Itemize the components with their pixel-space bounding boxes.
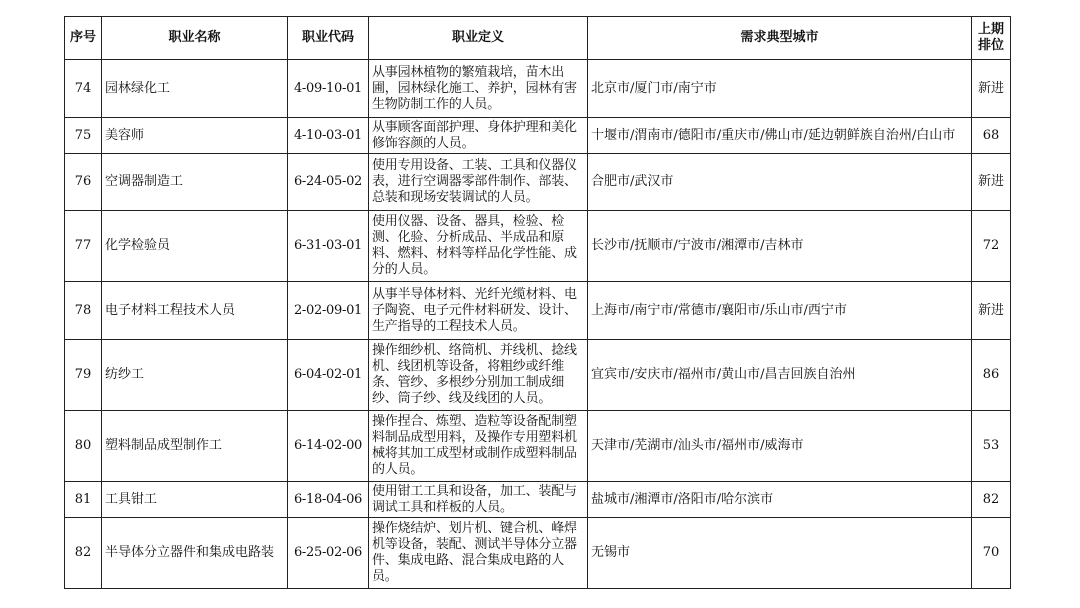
cell-rank: 新进 — [972, 282, 1011, 340]
cell-rank: 新进 — [972, 154, 1011, 211]
table-row — [65, 518, 1011, 589]
cell-no: 77 — [65, 211, 102, 282]
header-definition: 职业定义 — [369, 17, 588, 60]
cell-name: 电子材料工程技术人员 — [102, 282, 288, 340]
cell-cities: 天津市/芜湖市/汕头市/福州市/威海市 — [588, 411, 972, 482]
cell-no: 81 — [65, 482, 102, 518]
cell-definition: 使用钳工工具和设备，加工、装配与调试工具和样板的人员。 — [369, 482, 588, 518]
cell-name: 半导体分立器件和集成电路装 — [102, 518, 288, 589]
cell-rank: 72 — [972, 211, 1011, 282]
cell-code: 2-02-09-01 — [288, 282, 369, 340]
cell-rank: 86 — [972, 340, 1011, 411]
cell-name: 塑料制品成型制作工 — [102, 411, 288, 482]
cell-no: 80 — [65, 411, 102, 482]
cell-name: 工具钳工 — [102, 482, 288, 518]
cell-cities: 十堰市/渭南市/德阳市/重庆市/佛山市/延边朝鲜族自治州/白山市 — [588, 118, 972, 154]
cell-code: 6-24-05-02 — [288, 154, 369, 211]
table-row — [65, 340, 1011, 411]
table-row — [65, 282, 1011, 340]
cell-code: 6-04-02-01 — [288, 340, 369, 411]
header-rank-line1: 上期 — [977, 22, 1004, 37]
cell-rank: 新进 — [972, 60, 1011, 118]
table-row — [65, 154, 1011, 211]
cell-definition: 从事园林植物的繁殖栽培，苗木出圃，园林绿化施工、养护，园林有害生物防制工作的人员。 — [369, 60, 588, 118]
cell-name: 化学检验员 — [102, 211, 288, 282]
cell-definition: 操作细纱机、络筒机、并线机、捻线机、线团机等设备，将粗纱或纤维条、管纱、多根纱分别加工制成细纱、筒子纱、线及线团的人员。 — [369, 340, 588, 411]
cell-no: 79 — [65, 340, 102, 411]
header-rank — [972, 17, 1011, 60]
header-code: 职业代码 — [288, 17, 369, 60]
table-row — [65, 60, 1011, 118]
table-row — [65, 482, 1011, 518]
cell-cities: 合肥市/武汉市 — [588, 154, 972, 211]
header-no: 序号 — [65, 17, 102, 60]
table-row — [65, 118, 1011, 154]
cell-cities: 无锡市 — [588, 518, 972, 589]
cell-name: 园林绿化工 — [102, 60, 288, 118]
cell-rank: 70 — [972, 518, 1011, 589]
cell-no: 82 — [65, 518, 102, 589]
cell-name: 空调器制造工 — [102, 154, 288, 211]
cell-name: 美容师 — [102, 118, 288, 154]
cell-cities: 盐城市/湘潭市/洛阳市/哈尔滨市 — [588, 482, 972, 518]
cell-rank: 53 — [972, 411, 1011, 482]
cell-no: 75 — [65, 118, 102, 154]
cell-definition: 使用专用设备、工装、工具和仪器仪表，进行空调器零部件制作、部装、总装和现场安装调试的人员。 — [369, 154, 588, 211]
table-body — [65, 60, 1011, 589]
header-cities: 需求典型城市 — [588, 17, 972, 60]
occupation-table — [64, 16, 1011, 589]
header-rank-line2: 排位 — [977, 38, 1004, 53]
cell-definition: 从事顾客面部护理、身体护理和美化修饰容颜的人员。 — [369, 118, 588, 154]
cell-code: 6-14-02-00 — [288, 411, 369, 482]
cell-rank: 82 — [972, 482, 1011, 518]
cell-name: 纺纱工 — [102, 340, 288, 411]
table-row — [65, 411, 1011, 482]
cell-definition: 操作捏合、炼塑、造粒等设备配制塑料制品成型用料，及操作专用塑料机械将其加工成型材或制作成塑料制品的人员。 — [369, 411, 588, 482]
cell-definition: 使用仪器、设备、器具，检验、检测、化验、分析成品、半成品和原料、燃料、材料等样品化学性能、成分的人员。 — [369, 211, 588, 282]
cell-no: 78 — [65, 282, 102, 340]
table-header — [65, 17, 1011, 60]
cell-code: 6-18-04-06 — [288, 482, 369, 518]
cell-cities: 宜宾市/安庆市/福州市/黄山市/昌吉回族自治州 — [588, 340, 972, 411]
cell-no: 76 — [65, 154, 102, 211]
cell-code: 6-31-03-01 — [288, 211, 369, 282]
cell-cities: 北京市/厦门市/南宁市 — [588, 60, 972, 118]
cell-code: 6-25-02-06 — [288, 518, 369, 589]
cell-cities: 上海市/南宁市/常德市/襄阳市/乐山市/西宁市 — [588, 282, 972, 340]
cell-definition: 操作烧结炉、划片机、键合机、峰焊机等设备，装配、测试半导体分立器件、集成电路、混合集成电路的人员。 — [369, 518, 588, 589]
cell-code: 4-09-10-01 — [288, 60, 369, 118]
header-name: 职业名称 — [102, 17, 288, 60]
cell-rank: 68 — [972, 118, 1011, 154]
cell-code: 4-10-03-01 — [288, 118, 369, 154]
cell-cities: 长沙市/抚顺市/宁波市/湘潭市/吉林市 — [588, 211, 972, 282]
header-row — [65, 17, 1011, 60]
table-row — [65, 211, 1011, 282]
cell-definition: 从事半导体材料、光纤光缆材料、电子陶瓷、电子元件材料研发、设计、生产指导的工程技术人员。 — [369, 282, 588, 340]
cell-no: 74 — [65, 60, 102, 118]
